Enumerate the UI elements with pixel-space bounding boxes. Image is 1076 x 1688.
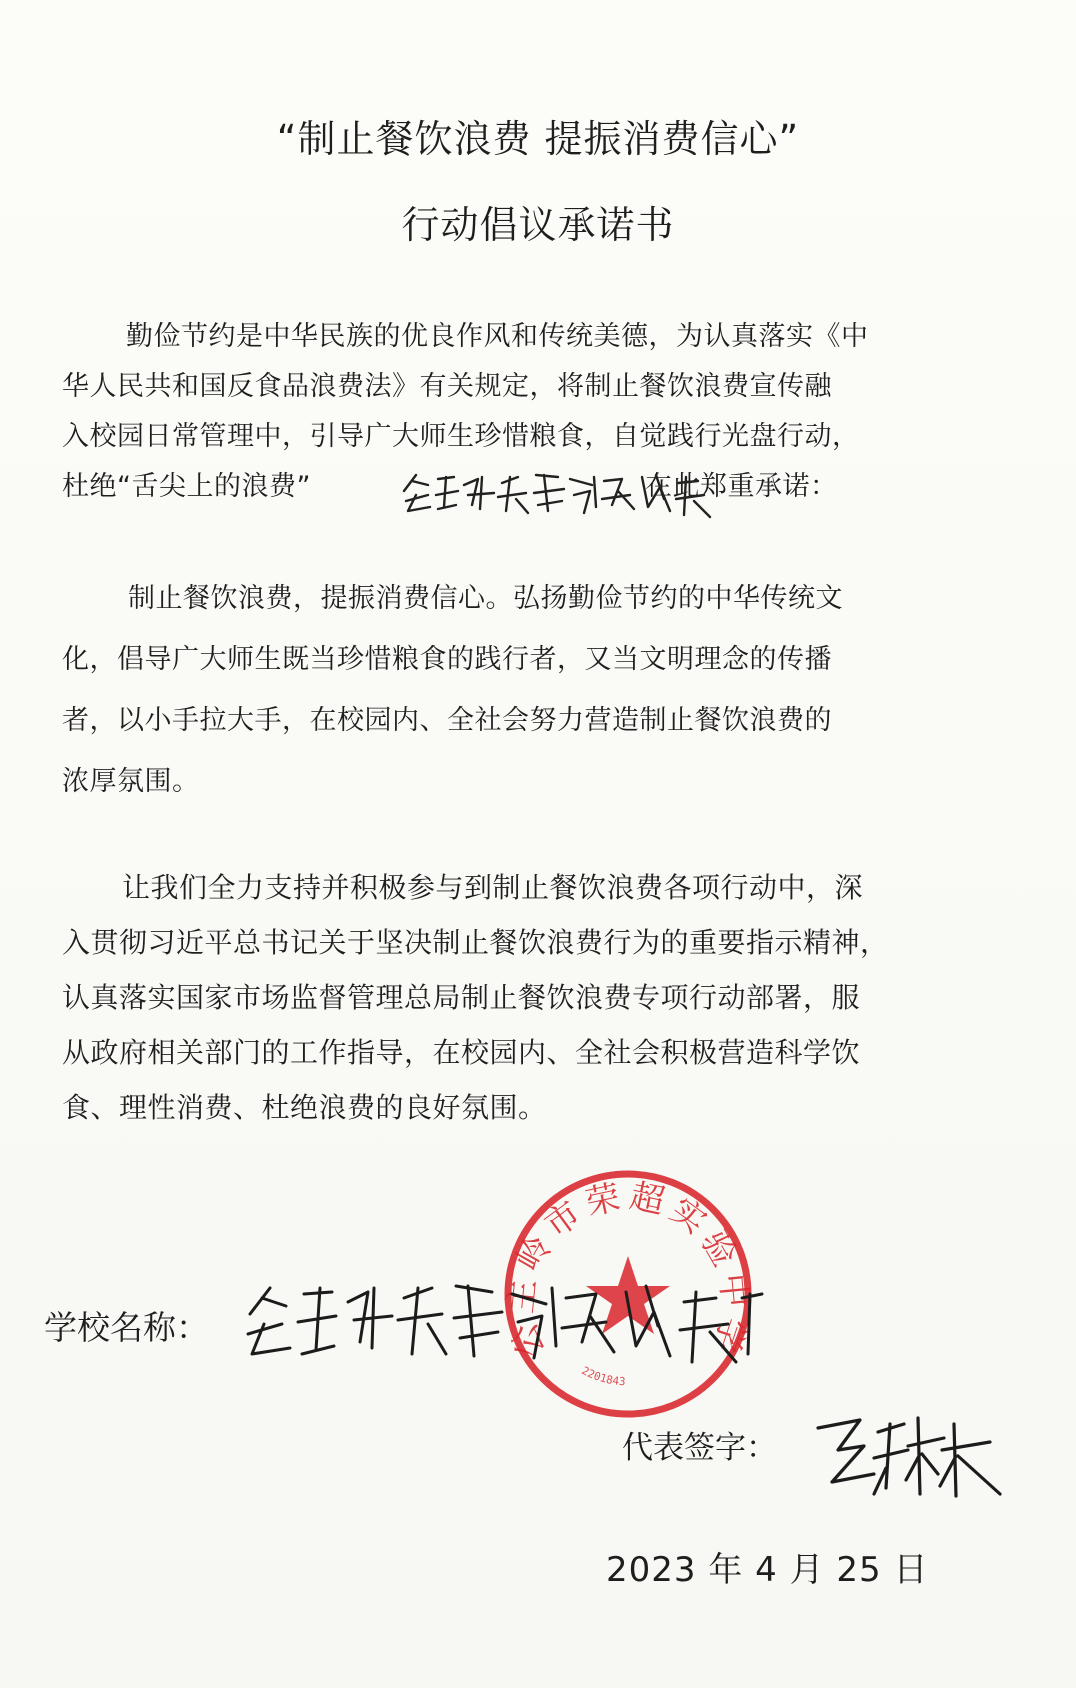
- handwritten-school-name-inline: [398, 455, 716, 527]
- para2-line-2: 化，倡导广大师生既当珍惜粮食的践行者，又当文明理念的传播: [62, 644, 832, 675]
- para2-line-1: 制止餐饮浪费，提振消费信心。弘扬勤俭节约的中华传统文: [128, 583, 843, 614]
- date: 2023 年 4 月 25 日: [606, 1550, 929, 1590]
- para3-line-4: 从政府相关部门的工作指导，在校园内、全社会积极营造科学饮: [62, 1036, 861, 1069]
- paragraph-3: [62, 860, 1022, 1135]
- para1-line-4-b: 在此郑重承诺：: [644, 471, 838, 502]
- school-name-label: 学校名称：: [44, 1308, 209, 1347]
- paragraph-2: [62, 568, 1022, 812]
- para3-line-2: 入贯彻习近平总书记关于坚决制止餐饮浪费行为的重要指示精神，: [62, 926, 889, 959]
- para1-line-1: 勤俭节约是中华民族的优良作风和传统美德，为认真落实《中: [126, 321, 869, 352]
- para2-line-4: 浓厚氛围。: [62, 766, 200, 797]
- title-line-1: “制止餐饮浪费 提振消费信心”: [276, 117, 800, 161]
- representative-signature: [808, 1398, 1008, 1502]
- handwritten-school-name: [236, 1258, 772, 1378]
- para3-line-1: 让我们全力支持并积极参与到制止餐饮浪费各项行动中，深: [122, 871, 864, 904]
- representative-signature-label: 代表签字：: [622, 1430, 777, 1466]
- para1-line-4-a: 杜绝“舌尖上的浪费”: [62, 471, 311, 502]
- title-line-2: 行动倡议承诺书: [401, 203, 675, 247]
- para3-line-3: 认真落实国家市场监督管理总局制止餐饮浪费专项行动部署，服: [62, 981, 861, 1014]
- seal-text: 公主岭市荣超实验中学: [500, 1176, 756, 1363]
- para1-line-2: 华人民共和国反食品浪费法》有关规定，将制止餐饮浪费宣传融: [62, 371, 832, 402]
- para2-line-3: 者，以小手拉大手，在校园内、全社会努力营造制止餐饮浪费的: [62, 705, 832, 736]
- seal-number: 2201843: [579, 1364, 626, 1389]
- para1-line-3: 入校园日常管理中，引导广大师生珍惜粮食，自觉践行光盘行动，: [62, 421, 860, 452]
- para3-line-5: 食、理性消费、杜绝浪费的良好氛围。: [62, 1091, 547, 1124]
